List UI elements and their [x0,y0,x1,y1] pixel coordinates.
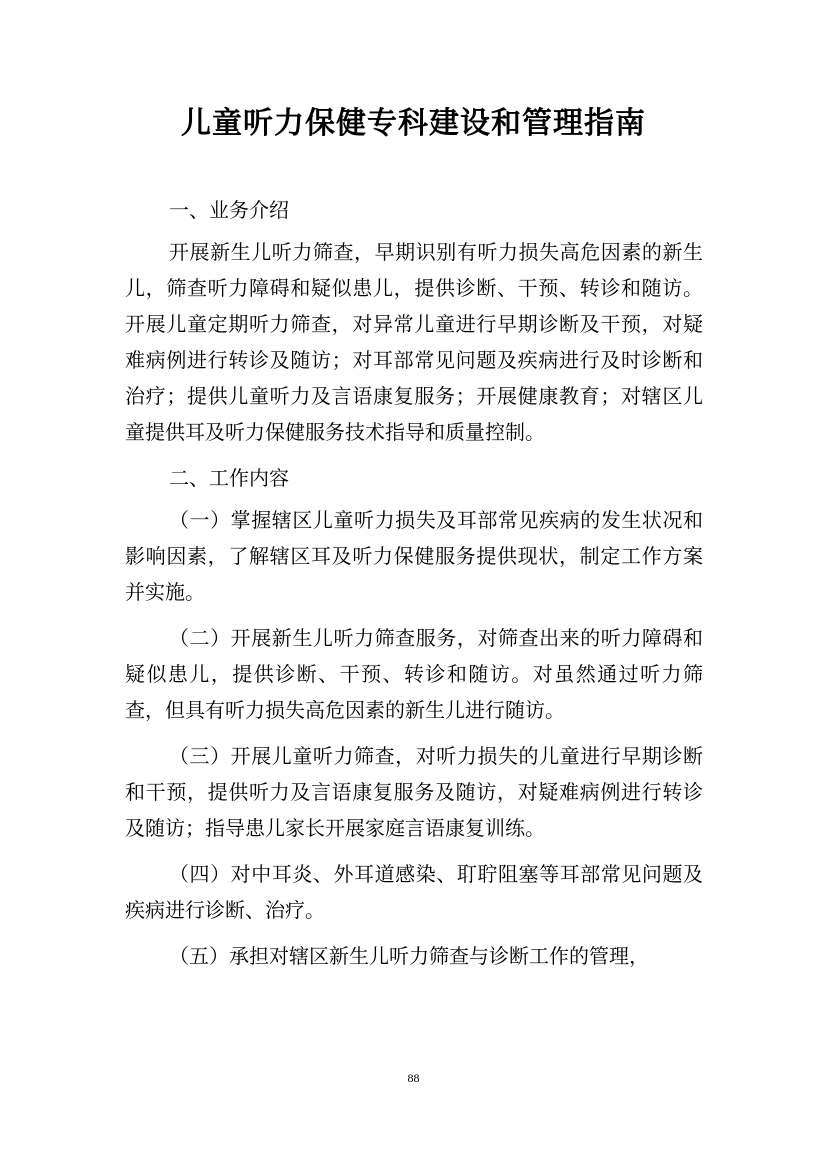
document-title: 儿童听力保健专科建设和管理指南 [181,106,646,141]
paragraph-work-item-3: （三）开展儿童听力筛查，对听力损失的儿童进行早期诊断和干预，提供听力及言语康复服务及随访，对疑难病例进行转诊及随访；指导患儿家长开展家庭言语康复训练。 [125,744,703,840]
paragraph-business-intro: 开展新生儿听力筛查，早期识别有听力损失高危因素的新生儿，筛查听力障碍和疑似患儿，提供诊断、干预、转诊和随访。开展儿童定期听力筛查，对异常儿童进行早期诊断及干预，对疑难病例进行转诊及随访；对耳部常见问题及疾病进行及时诊断和治疗；提供儿童听力及言语康复服务；开展健康教育；对辖区儿童提供耳及听力保健服务技术指导和质量控制。 [125,240,703,444]
paragraph-work-item-4: （四）对中耳炎、外耳道感染、耵聍阻塞等耳部常见问题及疾病进行诊断、治疗。 [125,862,703,922]
section-heading-work-content: 二、工作内容 [169,466,289,490]
page-number: 88 [407,1071,420,1085]
paragraph-work-item-5: （五）承担对辖区新生儿听力筛查与诊断工作的管理， [169,944,649,968]
paragraph-work-item-2: （二）开展新生儿听力筛查服务，对筛查出来的听力障碍和疑似患儿，提供诊断、干预、转诊和随访。对虽然通过听力筛查，但具有听力损失高危因素的新生儿进行随访。 [125,626,703,722]
document-body [125,192,703,984]
section-heading-business-intro: 一、业务介绍 [169,198,289,222]
paragraph-work-item-1: （一）掌握辖区儿童听力损失及耳部常见疾病的发生状况和影响因素，了解辖区耳及听力保健服务提供现状，制定工作方案并实施。 [125,508,703,604]
